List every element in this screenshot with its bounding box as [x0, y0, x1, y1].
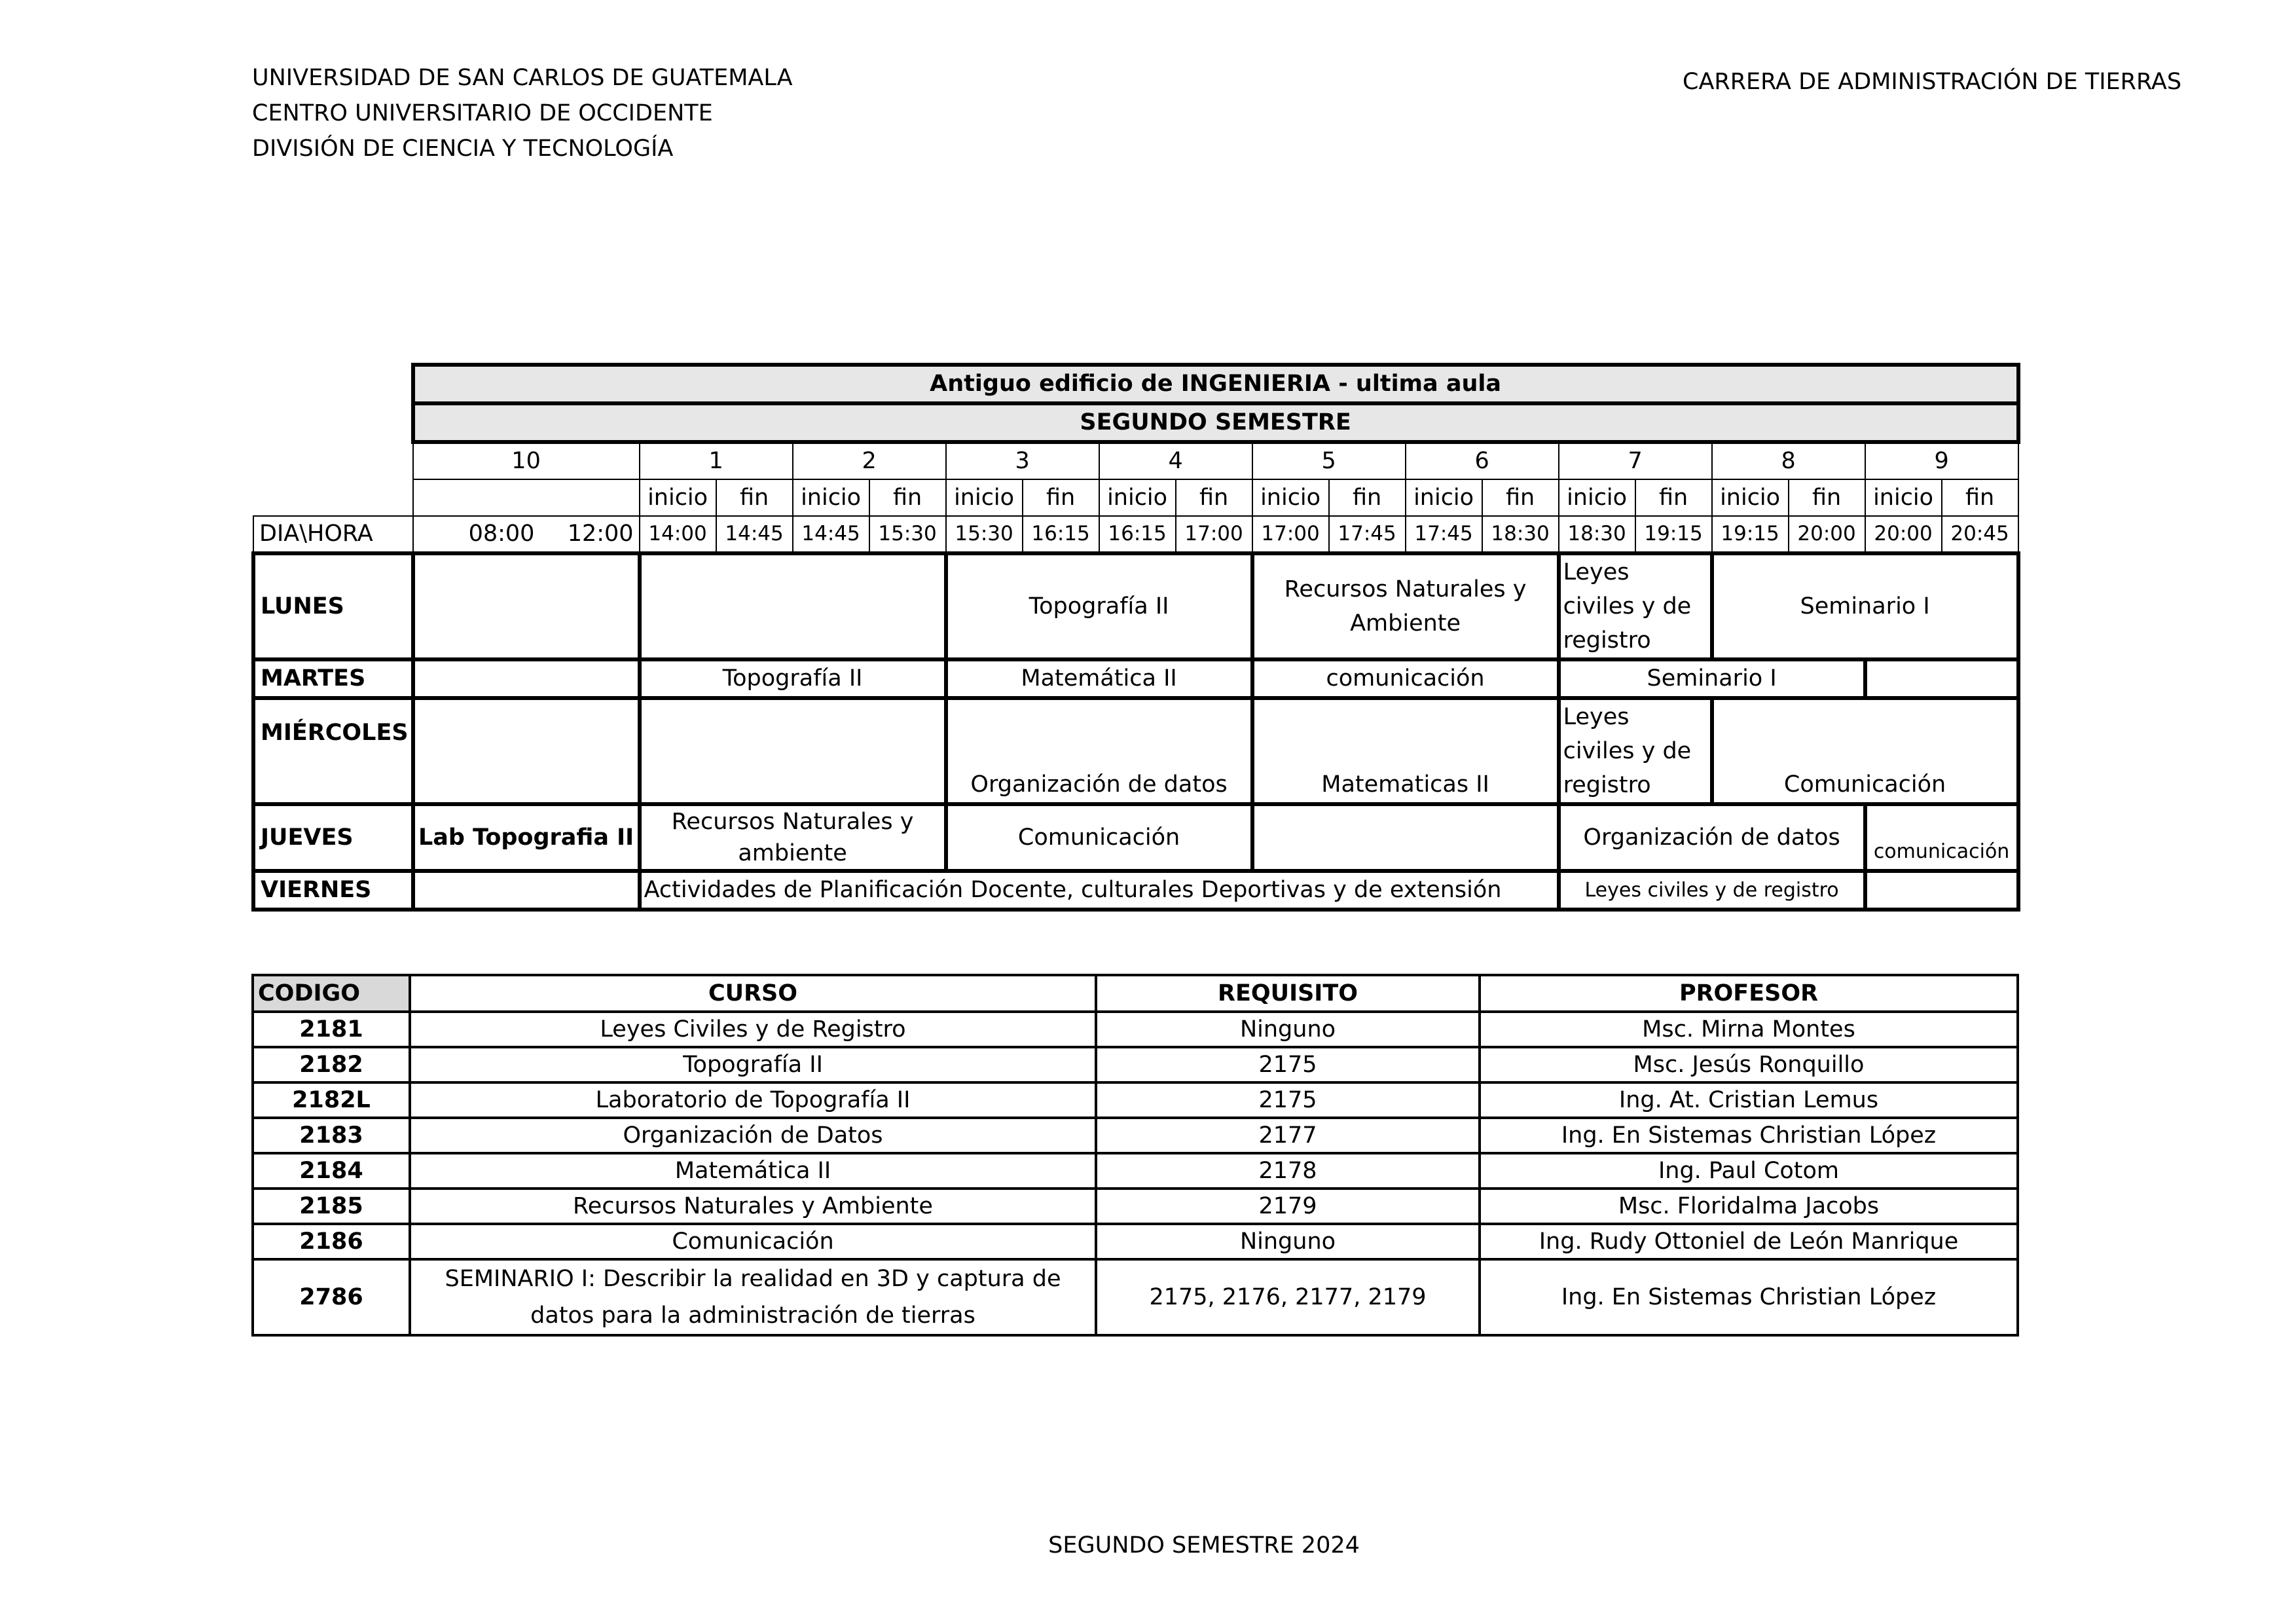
time-slot: 17:00: [1252, 516, 1329, 553]
time-slot: 17:45: [1406, 516, 1482, 553]
inicio-label: inicio: [1252, 479, 1329, 516]
viernes-p1-6: Actividades de Planificación Docente, culturales Deportivas y de extensión: [640, 871, 1559, 910]
time-slot: 15:30: [869, 516, 946, 553]
time-slot: 18:30: [1482, 516, 1559, 553]
fin-label: fin: [1635, 479, 1712, 516]
day-martes: MARTES: [253, 659, 413, 698]
course-name: Organización de Datos: [410, 1118, 1096, 1153]
page-footer: SEGUNDO SEMESTRE 2024: [1048, 1532, 1360, 1559]
time-slot: 19:15: [1635, 516, 1712, 553]
fin-label: fin: [1329, 479, 1406, 516]
lunes-p10: [413, 553, 640, 659]
martes-p3-4: Matemática II: [946, 659, 1252, 698]
course-code: 2786: [253, 1259, 410, 1335]
corner-empty: [253, 365, 413, 403]
time-slot: 16:15: [1099, 516, 1176, 553]
career-name: CARRERA DE ADMINISTRACIÓN DE TIERRAS: [1683, 69, 2182, 95]
period-8: 8: [1712, 442, 1865, 479]
lunes-p7: Leyes civiles y de registro: [1559, 553, 1712, 659]
time-slot: 14:00: [640, 516, 716, 553]
course-professor: Msc. Mirna Montes: [1480, 1012, 2018, 1047]
lunes-p3-4: Topografía II: [946, 553, 1252, 659]
martes-p10: [413, 659, 640, 698]
jueves-p5-6: [1252, 804, 1559, 871]
course-requirement: 2179: [1096, 1189, 1480, 1224]
fin-label: fin: [1176, 479, 1252, 516]
period-7: 7: [1559, 442, 1712, 479]
period-6: 6: [1406, 442, 1559, 479]
period-10-end: 12:00: [567, 521, 634, 547]
martes-p9: [1865, 659, 2018, 698]
course-name: Matemática II: [410, 1153, 1096, 1189]
inicio-label: inicio: [793, 479, 869, 516]
period-9: 9: [1865, 442, 2018, 479]
corner-empty: [253, 403, 413, 442]
course-code: 2183: [253, 1118, 410, 1153]
inicio-label: inicio: [946, 479, 1023, 516]
lunes-p5-6: Recursos Naturales y Ambiente: [1252, 553, 1559, 659]
course-requirement: 2175: [1096, 1047, 1480, 1082]
col-header-requisito: REQUISITO: [1096, 975, 1480, 1012]
inicio-label: inicio: [1559, 479, 1635, 516]
col-header-profesor: PROFESOR: [1480, 975, 2018, 1012]
period-1: 1: [640, 442, 793, 479]
martes-p7-8: Seminario I: [1559, 659, 1865, 698]
fin-label: fin: [869, 479, 946, 516]
course-code: 2185: [253, 1189, 410, 1224]
course-professor: Ing. En Sistemas Christian López: [1480, 1259, 2018, 1335]
martes-p5-6: comunicación: [1252, 659, 1559, 698]
period-4: 4: [1099, 442, 1252, 479]
time-slot: 18:30: [1559, 516, 1635, 553]
course-name: Topografía II: [410, 1047, 1096, 1082]
miercoles-p5-6: Matematicas II: [1252, 698, 1559, 804]
course-code: 2186: [253, 1224, 410, 1259]
inicio-label: inicio: [640, 479, 716, 516]
time-slot: 20:00: [1789, 516, 1865, 553]
course-name: SEMINARIO I: Describir la realidad en 3D y captura de datos para la administración de tierras: [410, 1259, 1096, 1335]
course-professor: Ing. Paul Cotom: [1480, 1153, 2018, 1189]
university-name: UNIVERSIDAD DE SAN CARLOS DE GUATEMALA: [252, 65, 793, 91]
course-professor: Ing. At. Cristian Lemus: [1480, 1082, 2018, 1118]
jueves-p7-8: Organización de datos: [1559, 804, 1865, 871]
course-name: Recursos Naturales y Ambiente: [410, 1189, 1096, 1224]
course-requirement: 2175: [1096, 1082, 1480, 1118]
time-slot: 20:45: [1942, 516, 2018, 553]
period-5: 5: [1252, 442, 1406, 479]
table-row: [253, 1012, 2018, 1047]
jueves-p3-4: Comunicación: [946, 804, 1252, 871]
miercoles-p3-4: Organización de datos: [946, 698, 1252, 804]
time-slot: 14:45: [716, 516, 793, 553]
dia-hora-label: DIA\HORA: [253, 516, 413, 553]
martes-p1-2: Topografía II: [640, 659, 946, 698]
corner-empty: [253, 442, 413, 479]
course-code: 2182L: [253, 1082, 410, 1118]
miercoles-p8-9: Comunicación: [1712, 698, 2018, 804]
course-requirement: Ninguno: [1096, 1012, 1480, 1047]
course-professor: Msc. Jesús Ronquillo: [1480, 1047, 2018, 1082]
center-name: CENTRO UNIVERSITARIO DE OCCIDENTE: [252, 100, 713, 126]
fin-label: fin: [1023, 479, 1099, 516]
time-slot: 15:30: [946, 516, 1023, 553]
table-row: [253, 1224, 2018, 1259]
course-code: 2181: [253, 1012, 410, 1047]
viernes-p10: [413, 871, 640, 910]
col-header-codigo: CODIGO: [253, 975, 410, 1012]
time-slot: 20:00: [1865, 516, 1942, 553]
course-professor: Ing. En Sistemas Christian López: [1480, 1118, 2018, 1153]
table-row: [253, 1047, 2018, 1082]
course-professor: Ing. Rudy Ottoniel de León Manrique: [1480, 1224, 2018, 1259]
corner-empty: [253, 479, 413, 516]
inicio-label: inicio: [1406, 479, 1482, 516]
course-requirement: 2177: [1096, 1118, 1480, 1153]
viernes-p7-8: Leyes civiles y de registro: [1559, 871, 1865, 910]
course-table-wrapper: [251, 974, 2019, 1337]
lunes-p8-9: Seminario I: [1712, 553, 2018, 659]
viernes-p9: [1865, 871, 2018, 910]
fin-label: fin: [1482, 479, 1559, 516]
period-10: 10: [413, 442, 640, 479]
time-slot: 19:15: [1712, 516, 1789, 553]
course-requirement: 2175, 2176, 2177, 2179: [1096, 1259, 1480, 1335]
table-row: [253, 1259, 2018, 1335]
day-jueves: JUEVES: [253, 804, 413, 871]
course-table: [251, 974, 2019, 1337]
time-slot: 14:45: [793, 516, 869, 553]
inicio-label: inicio: [1712, 479, 1789, 516]
course-name: Comunicación: [410, 1224, 1096, 1259]
day-viernes: VIERNES: [253, 871, 413, 910]
course-professor: Msc. Floridalma Jacobs: [1480, 1189, 2018, 1224]
col-header-curso: CURSO: [410, 975, 1096, 1012]
course-code: 2182: [253, 1047, 410, 1082]
day-miercoles: MIÉRCOLES: [253, 698, 413, 804]
jueves-p10: Lab Topografia II: [413, 804, 640, 871]
period-10-sub: [413, 479, 640, 516]
building-title: Antiguo edificio de INGENIERIA - ultima aula: [413, 365, 2018, 403]
period-10-times: [413, 516, 640, 553]
period-2: 2: [793, 442, 946, 479]
course-name: Laboratorio de Topografía II: [410, 1082, 1096, 1118]
table-row: [253, 1189, 2018, 1224]
fin-label: fin: [1789, 479, 1865, 516]
table-row: [253, 1118, 2018, 1153]
jueves-p9: comunicación: [1865, 804, 2018, 871]
lunes-p1-2: [640, 553, 946, 659]
miercoles-p1-2: [640, 698, 946, 804]
inicio-label: inicio: [1099, 479, 1176, 516]
course-name: Leyes Civiles y de Registro: [410, 1012, 1096, 1047]
period-10-start: 08:00: [468, 521, 535, 547]
time-slot: 17:00: [1176, 516, 1252, 553]
fin-label: fin: [1942, 479, 2018, 516]
period-3: 3: [946, 442, 1099, 479]
table-row: [253, 1082, 2018, 1118]
fin-label: fin: [716, 479, 793, 516]
course-requirement: 2178: [1096, 1153, 1480, 1189]
time-slot: 17:45: [1329, 516, 1406, 553]
institution-header: [252, 60, 793, 166]
inicio-label: inicio: [1865, 479, 1942, 516]
miercoles-p7: Leyes civiles y de registro: [1559, 698, 1712, 804]
division-name: DIVISIÓN DE CIENCIA Y TECNOLOGÍA: [252, 136, 674, 162]
schedule-table: [251, 363, 2020, 912]
course-requirement: Ninguno: [1096, 1224, 1480, 1259]
jueves-p1-2: Recursos Naturales y ambiente: [640, 804, 946, 871]
schedule-table-wrapper: [251, 363, 2020, 912]
miercoles-p10: [413, 698, 640, 804]
course-code: 2184: [253, 1153, 410, 1189]
semester-title: SEGUNDO SEMESTRE: [413, 403, 2018, 442]
table-row: [253, 1153, 2018, 1189]
day-lunes: LUNES: [253, 553, 413, 659]
time-slot: 16:15: [1023, 516, 1099, 553]
